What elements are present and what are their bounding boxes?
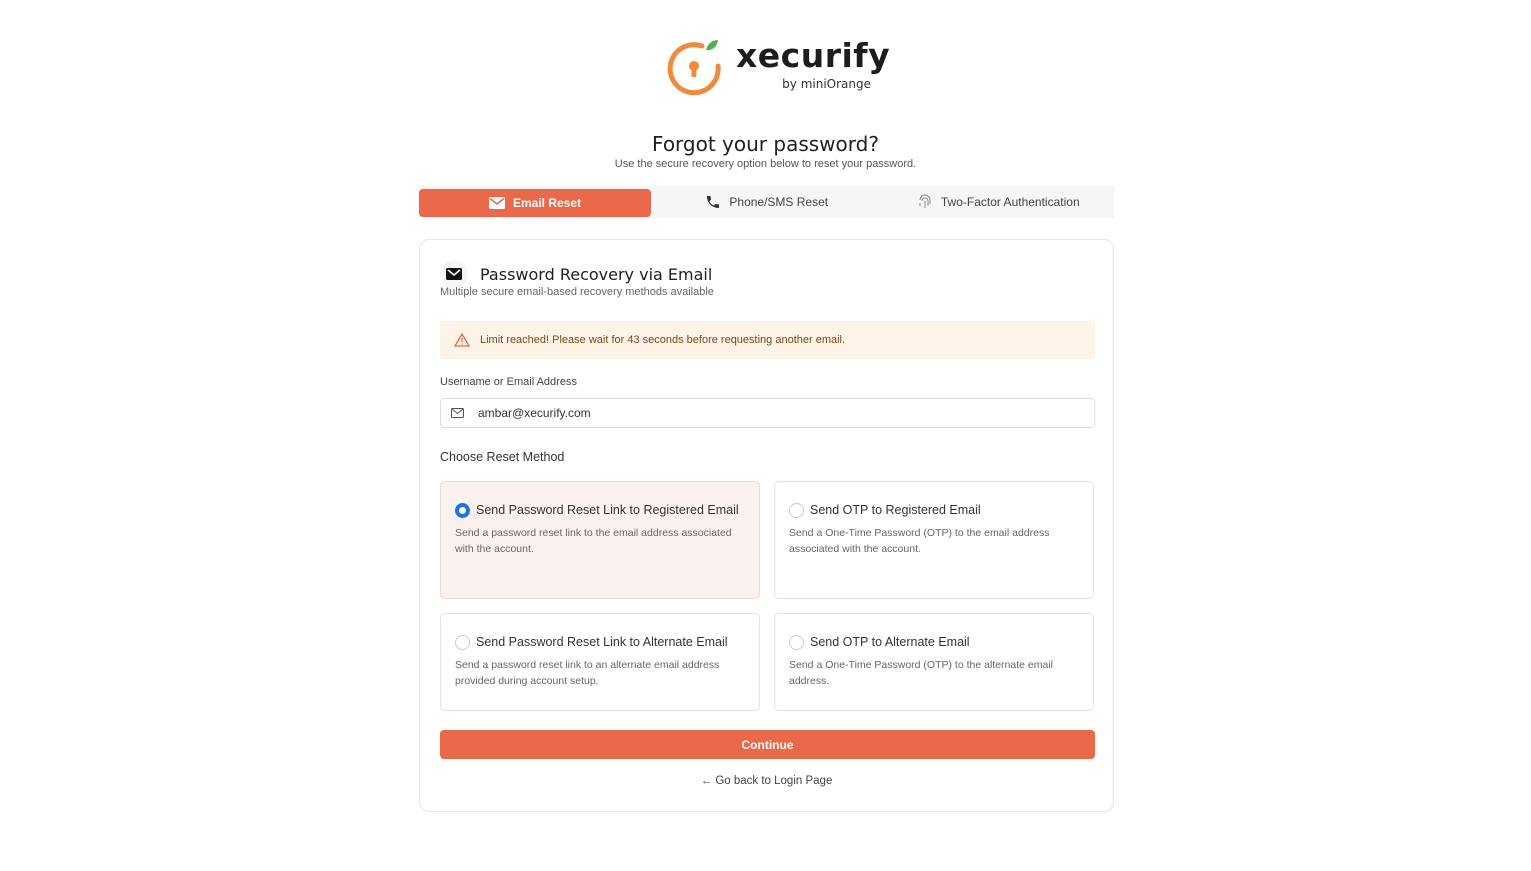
option-title: Send Password Reset Link to Alternate Email <box>476 635 728 649</box>
envelope-icon <box>440 260 468 288</box>
email-field-value: ambar@xecurify.com <box>478 406 591 420</box>
page-title: Forgot your password? <box>652 132 879 156</box>
card-title: Password Recovery via Email <box>480 264 713 284</box>
fingerprint-icon <box>917 194 933 210</box>
tab-two-factor-authentication[interactable] <box>883 186 1115 218</box>
option-description: Send a One-Time Password (OTP) to the email address associated with the account. <box>789 527 1050 555</box>
reset-method-label: Choose Reset Method <box>440 450 565 464</box>
email-recovery-card <box>419 239 1114 812</box>
tab-email-reset[interactable] <box>419 189 651 217</box>
page-subtitle: Use the secure recovery option below to reset your password. <box>614 158 917 170</box>
option-title: Send OTP to Registered Email <box>810 503 981 517</box>
alert-text: Limit reached! Please wait for 43 seconds before requesting another email. <box>480 334 846 346</box>
reset-tabs <box>419 186 1114 218</box>
option-description: Send a password reset link to an alternate email address provided during account setup. <box>455 659 720 687</box>
email-field[interactable] <box>440 398 1095 428</box>
option-otp-registered[interactable] <box>774 481 1094 599</box>
phone-icon <box>705 194 721 210</box>
email-field-label: Username or Email Address <box>440 376 577 388</box>
option-reset-link-alternate[interactable] <box>440 613 760 711</box>
card-subtitle: Multiple secure email-based recovery methods available <box>440 286 714 298</box>
tab-phone-sms-reset[interactable] <box>651 186 883 218</box>
mail-outline-icon <box>451 408 464 418</box>
brand-name: xecurify <box>736 36 891 75</box>
option-description: Send a password reset link to the email address associated with the account. <box>455 527 732 555</box>
brand-byline: by miniOrange <box>782 77 871 91</box>
xecurify-logo <box>664 36 891 96</box>
rate-limit-alert <box>440 321 1095 359</box>
logo-lock-icon <box>664 36 724 96</box>
tab-label: Phone/SMS Reset <box>729 195 829 209</box>
option-title: Send Password Reset Link to Registered Email <box>476 503 739 517</box>
radio-button[interactable] <box>455 635 470 650</box>
continue-button[interactable]: Continue <box>440 730 1095 759</box>
option-reset-link-registered[interactable] <box>440 481 760 599</box>
tab-label: Email Reset <box>512 196 582 210</box>
mail-icon <box>489 197 505 209</box>
back-to-login-link[interactable]: ← Go back to Login Page <box>700 775 833 787</box>
radio-button[interactable] <box>789 503 804 518</box>
option-otp-alternate[interactable] <box>774 613 1094 711</box>
warning-icon <box>454 333 470 347</box>
option-title: Send OTP to Alternate Email <box>810 635 970 649</box>
option-description: Send a One-Time Password (OTP) to the alternate email address. <box>789 659 1053 687</box>
tab-label: Two-Factor Authentication <box>940 195 1080 209</box>
radio-button[interactable] <box>455 503 470 518</box>
radio-button[interactable] <box>789 635 804 650</box>
